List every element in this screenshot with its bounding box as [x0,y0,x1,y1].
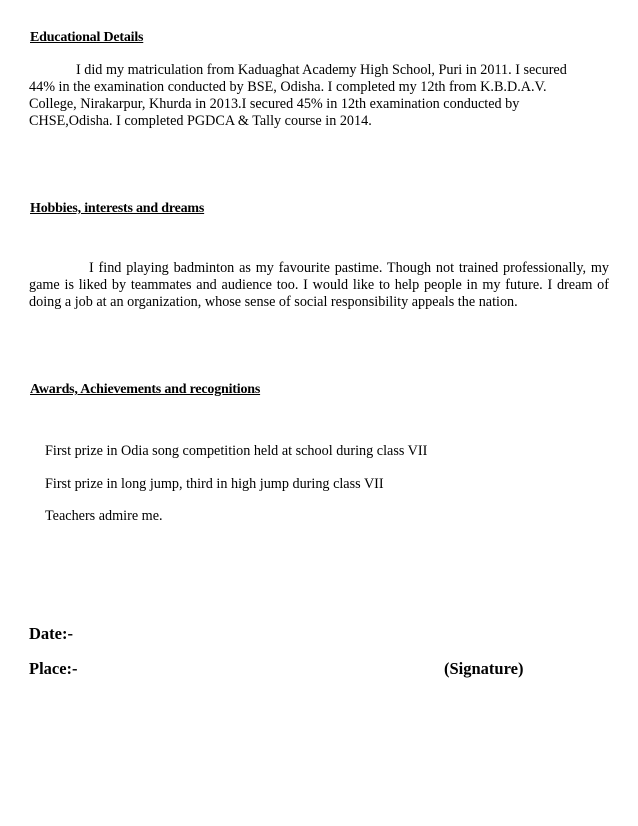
date-label: Date:- [29,624,73,643]
education-heading: Educational Details [30,30,144,45]
place-label: Place:- [29,659,78,678]
signature-label: (Signature) [444,659,524,678]
hobbies-paragraph [29,260,609,311]
education-line: College, Nirakarpur, Khurda in 2013.I secured 45% in 12th examination conducted by [29,96,520,112]
education-line: CHSE,Odisha. I completed PGDCA & Tally course in 2014. [29,113,372,129]
education-line: I did my matriculation from Kaduaghat Academy High School, Puri in 2011. I secured [76,62,567,78]
hobbies-line: doing a job at an organization, whose sense of social responsibility appeals the nation. [29,294,518,310]
hobbies-heading: Hobbies, interests and dreams [30,201,205,216]
award-item: First prize in Odia song competition held at school during class VII [45,443,428,459]
awards-heading: Awards, Achievements and recognitions [30,382,261,397]
education-line: 44% in the examination conducted by BSE, Odisha. I completed my 12th from K.B.D.A.V. [29,79,547,95]
award-item: First prize in long jump, third in high jump during class VII [45,476,384,492]
hobbies-line: game is liked by teammates and audience too. I would like to help people in my future. I dream of [29,277,609,293]
hobbies-line: I find playing badminton as my favourite pastime. Though not trained professionally, my [89,260,609,276]
award-item: Teachers admire me. [45,508,163,524]
education-paragraph [29,62,609,130]
